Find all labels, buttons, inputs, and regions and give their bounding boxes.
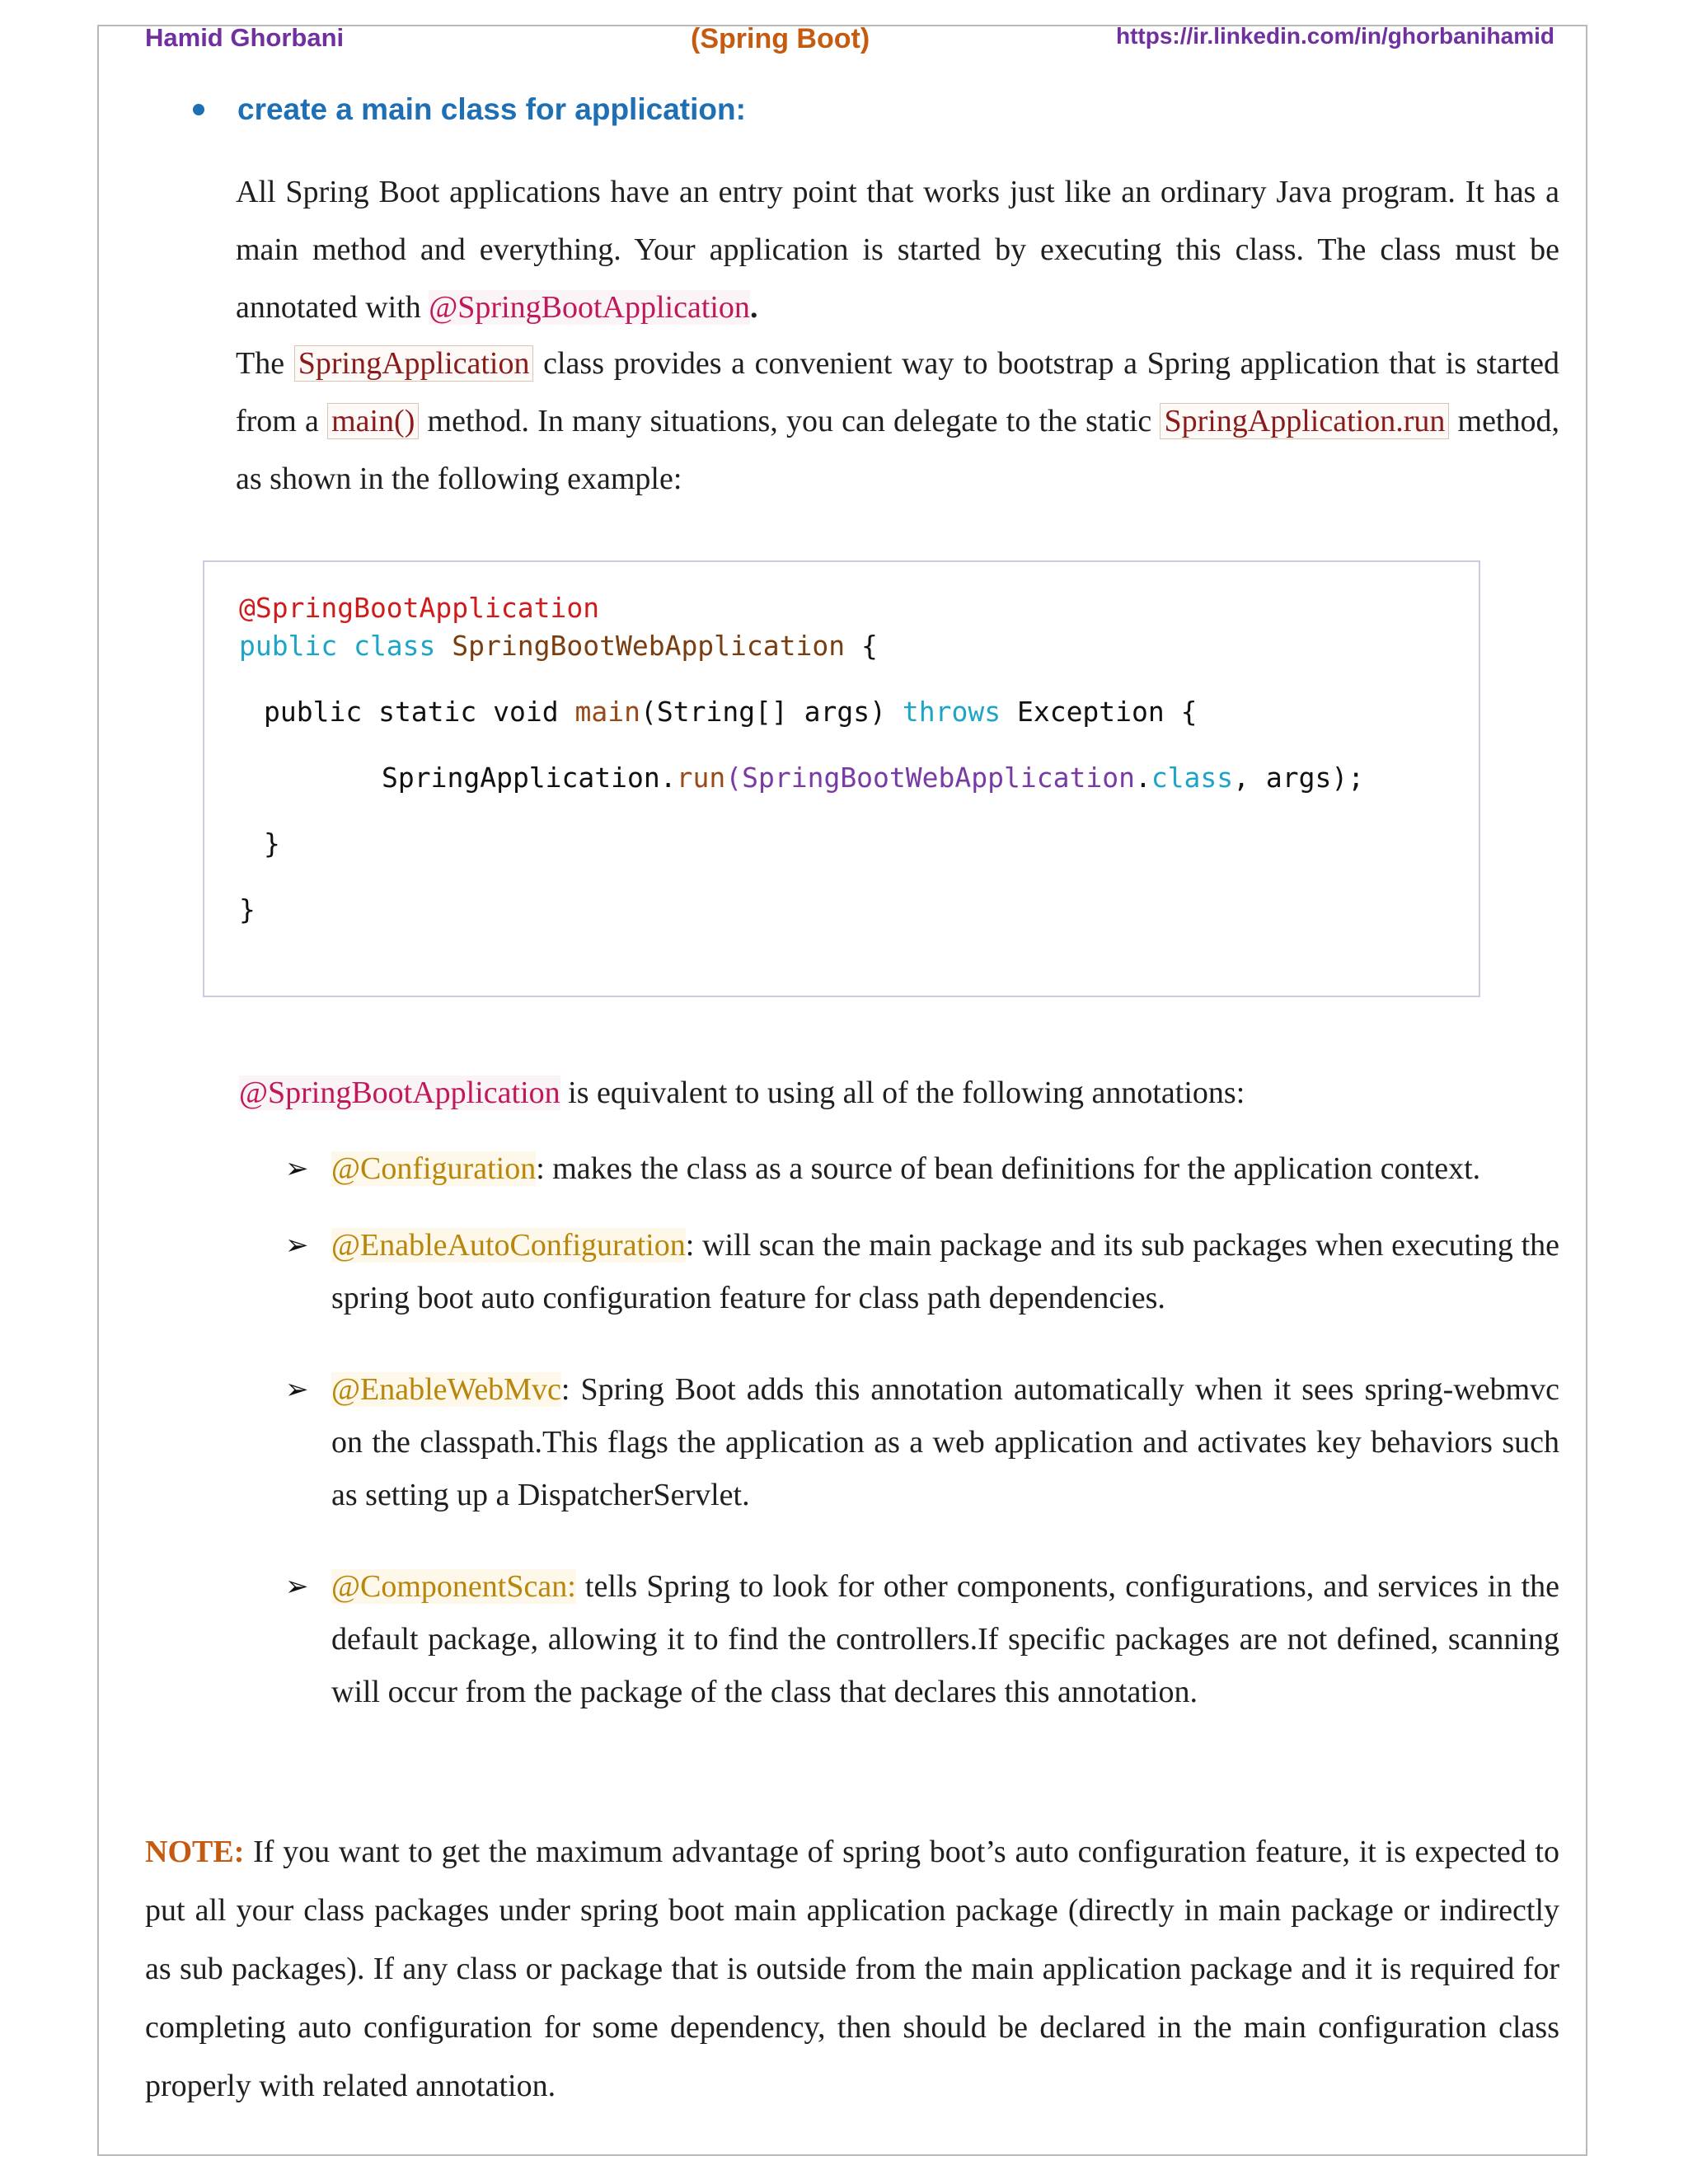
list-text: tells Spring to look for other components, configurations, and services in the default package, allowing it to find the controllers.If specific packages are not defined, scanning will occur from the package of the class that declares this annotation. bbox=[331, 1569, 1559, 1709]
inline-code-main: main() bbox=[327, 403, 419, 439]
inline-code-run: SpringApplication.run bbox=[1160, 403, 1449, 439]
inline-annotation: @SpringBootApplication bbox=[239, 1076, 560, 1110]
code-line-4 bbox=[382, 762, 1364, 794]
list-annotation: @Configuration bbox=[331, 1151, 537, 1186]
list-item bbox=[285, 1219, 1559, 1324]
code-keyword: public class bbox=[239, 630, 436, 662]
intro-text: All Spring Boot applications have an entry point that works just like an ordinary Java program. It has a main method and everything. Your application is started by executing this class. The class must be annotated with bbox=[236, 175, 1559, 325]
header-topic: (Spring Boot) bbox=[691, 23, 870, 54]
code-class-name: SpringBootWebApplication bbox=[452, 630, 846, 662]
code-class-name: SpringBootWebApplication bbox=[742, 762, 1135, 794]
intro-paragraph-1 bbox=[236, 163, 1559, 336]
list-annotation: @EnableWebMvc bbox=[331, 1372, 561, 1407]
code-annotation: @SpringBootApplication bbox=[239, 592, 600, 624]
code-text: ( bbox=[725, 762, 743, 794]
note-text: If you want to get the maximum advantage of spring boot’s auto configuration feature, it is expected to put all your class packages under spring boot main application package (directly in main package or indirectly as sub packages). If any class or package that is outside from the main application package and it is required for completing auto configuration for some dependency, then should be declared in the main configuration class properly with related annotation. bbox=[145, 1835, 1559, 2103]
code-method: main bbox=[574, 696, 640, 728]
code-method: run bbox=[676, 762, 726, 794]
code-block bbox=[203, 560, 1480, 997]
note-paragraph bbox=[145, 1823, 1559, 2116]
inline-annotation: @SpringBootApplication bbox=[429, 290, 750, 325]
code-line-2 bbox=[239, 630, 878, 662]
code-line-3 bbox=[264, 696, 1198, 728]
code-keyword: throws bbox=[902, 696, 1001, 728]
inline-code-springapplication: SpringApplication bbox=[294, 345, 534, 382]
intro-text: method. In many situations, you can delegate to the static bbox=[419, 404, 1160, 438]
code-line-1 bbox=[239, 592, 599, 624]
code-text: } bbox=[264, 827, 280, 860]
list-item bbox=[285, 1142, 1559, 1195]
list-item bbox=[285, 1363, 1559, 1521]
code-text: , args); bbox=[1233, 762, 1365, 794]
list-text: : Spring Boot adds this annotation automatically when it sees spring-webmvc on the classpath.This flags the application as a web application and activates key behaviors such as setting up a DispatcherServlet. bbox=[331, 1372, 1559, 1512]
code-text: (String[] args) bbox=[640, 696, 903, 728]
code-text: { bbox=[845, 630, 878, 662]
header-author: Hamid Ghorbani bbox=[145, 23, 345, 52]
intro-text: class provides a convenient way to bootstrap a Spring application that is started from a bbox=[236, 346, 1560, 438]
intro-period: . bbox=[749, 290, 758, 325]
code-text: . bbox=[1134, 762, 1151, 794]
note-label: NOTE: bbox=[145, 1835, 245, 1869]
list-annotation: @ComponentScan: bbox=[331, 1569, 576, 1604]
code-text: SpringApplication. bbox=[382, 762, 677, 794]
section-heading-text: create a main class for application: bbox=[237, 92, 746, 126]
list-item bbox=[285, 1560, 1559, 1718]
list-annotation: @EnableAutoConfiguration bbox=[331, 1228, 686, 1263]
arrowhead-bullet-icon: ➢ bbox=[285, 1373, 309, 1406]
code-text: Exception { bbox=[1001, 696, 1198, 728]
equivalent-line bbox=[239, 1068, 1245, 1118]
header-link[interactable]: https://ir.linkedin.com/in/ghorbanihamid bbox=[1115, 23, 1554, 49]
code-line-6 bbox=[239, 893, 256, 926]
code-keyword: class bbox=[1151, 762, 1234, 794]
intro-text: method, as shown in the following example: bbox=[236, 404, 1559, 496]
intro-text: The bbox=[236, 346, 294, 381]
list-text: : will scan the main package and its sub packages when executing the spring boot auto configuration feature for class path dependencies. bbox=[331, 1228, 1559, 1315]
code-text: } bbox=[239, 893, 256, 926]
code-line-5 bbox=[264, 827, 280, 860]
list-text: : makes the class as a source of bean definitions for the application context. bbox=[536, 1151, 1481, 1186]
equivalent-text: is equivalent to using all of the following annotations: bbox=[560, 1076, 1245, 1110]
arrowhead-bullet-icon: ➢ bbox=[285, 1152, 309, 1185]
section-heading bbox=[191, 92, 746, 127]
arrowhead-bullet-icon: ➢ bbox=[285, 1229, 309, 1262]
code-text: public static void bbox=[264, 696, 575, 728]
arrowhead-bullet-icon: ➢ bbox=[285, 1570, 309, 1603]
intro-paragraph-2 bbox=[236, 335, 1559, 508]
